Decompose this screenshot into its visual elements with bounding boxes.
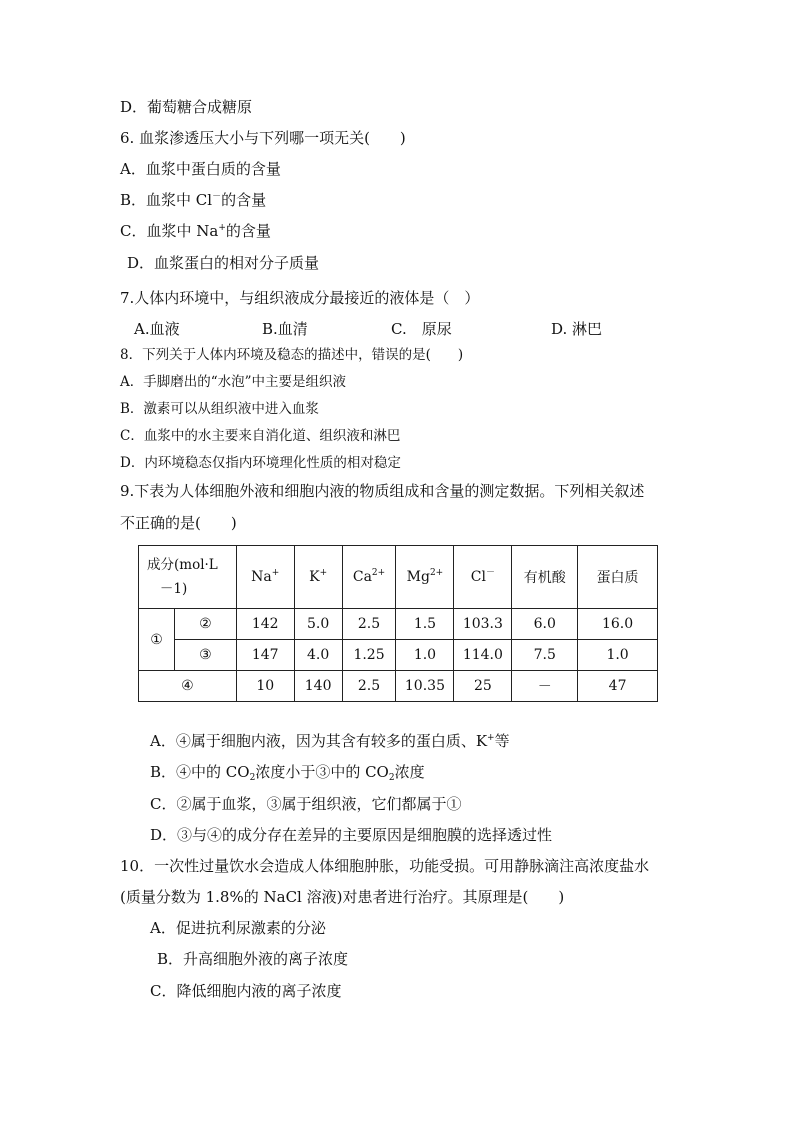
q8-option-b: B．激素可以从组织液中进入血浆	[120, 401, 319, 417]
header-ca: $Ca^{2+}$	[342, 546, 396, 609]
header-cl: Cl－	[454, 546, 512, 609]
q9-option-b: B．④中的 $CO_2$浓度小于③中的 $CO_2$浓度	[150, 763, 425, 783]
table-cell: 140	[294, 671, 342, 702]
header-protein: 蛋白质	[578, 546, 658, 609]
q7-option-a: A.血液	[134, 320, 180, 338]
q9-option-d: D．③与④的成分存在差异的主要原因是细胞膜的选择透过性	[150, 826, 553, 844]
table-cell: 1.5	[396, 609, 454, 640]
header-organic-acid: 有机酸	[512, 546, 578, 609]
q6-option-c: C．血浆中 Na+的含量	[120, 222, 271, 240]
header-k: K+	[294, 546, 342, 609]
table-row	[139, 609, 658, 640]
q9-option-c: C．②属于血浆，③属于组织液，它们都属于①	[150, 795, 462, 813]
q5-option-d: D．葡萄糖合成糖原	[120, 98, 253, 116]
q6-option-b: B．血浆中 Cl－的含量	[120, 191, 267, 209]
q6-stem: 6. 血浆渗透压大小与下列哪一项无关( )	[120, 129, 406, 147]
table-cell: 2.5	[342, 609, 396, 640]
q9-option-a: A．④属于细胞内液，因为其含有较多的蛋白质、K+等	[150, 732, 510, 750]
table-cell: 6.0	[512, 609, 578, 640]
table-cell: 4.0	[294, 640, 342, 671]
table-row	[139, 640, 658, 671]
table-cell: 1.0	[396, 640, 454, 671]
header-component: 成分(mol·L －1)	[139, 546, 237, 609]
table-cell: 25	[454, 671, 512, 702]
q9-stem-line2: 不正确的是( )	[120, 514, 237, 532]
row-label: ②	[174, 609, 236, 640]
q7-stem: 7.人体内环境中，与组织液成分最接近的液体是（ ）	[120, 289, 480, 307]
table-cell: 147	[236, 640, 294, 671]
table-cell: 7.5	[512, 640, 578, 671]
q9-stem-line1: 9.下表为人体细胞外液和细胞内液的物质组成和含量的测定数据。下列相关叙述	[120, 482, 645, 500]
q8-stem: 8．下列关于人体内环境及稳态的描述中，错误的是( )	[120, 347, 464, 363]
table-cell: 114.0	[454, 640, 512, 671]
group-label: ①	[139, 609, 175, 671]
table-row	[139, 671, 658, 702]
q8-option-c: C．血浆中的水主要来自消化道、组织液和淋巴	[120, 428, 401, 444]
q7-option-d: D. 淋巴	[551, 320, 603, 338]
row-label: ④	[139, 671, 237, 702]
table-cell: －	[512, 671, 578, 702]
q7-option-b: B.血清	[262, 320, 308, 338]
q6-option-a: A．血浆中蛋白质的含量	[120, 160, 281, 178]
table-cell: 1.0	[578, 640, 658, 671]
composition-table	[138, 545, 658, 702]
table-cell: 5.0	[294, 609, 342, 640]
q10-stem-line1: 10．一次性过量饮水会造成人体细胞肿胀，功能受损。可用静脉滴注高浓度盐水	[120, 857, 650, 875]
table-header-row	[139, 546, 658, 609]
q10-option-b: B．升高细胞外液的离子浓度	[157, 950, 349, 968]
q10-option-c: C．降低细胞内液的离子浓度	[150, 982, 342, 1000]
header-mg: $Mg^{2+}$	[396, 546, 454, 609]
q10-stem-line2: (质量分数为 1.8%的 NaCl 溶液)对患者进行治疗。其原理是( )	[120, 888, 565, 906]
header-na: Na+	[236, 546, 294, 609]
q6-option-d: D．血浆蛋白的相对分子质量	[127, 254, 320, 272]
row-label: ③	[174, 640, 236, 671]
table-cell: 10	[236, 671, 294, 702]
q10-option-a: A．促进抗利尿激素的分泌	[150, 919, 326, 937]
table-cell: 10.35	[396, 671, 454, 702]
q7-option-c: C. 原尿	[391, 320, 452, 338]
table-cell: 16.0	[578, 609, 658, 640]
table-cell: 1.25	[342, 640, 396, 671]
table-cell: 103.3	[454, 609, 512, 640]
q8-option-d: D．内环境稳态仅指内环境理化性质的相对稳定	[120, 455, 401, 471]
table-cell: 2.5	[342, 671, 396, 702]
q8-option-a: A．手脚磨出的“水泡”中主要是组织液	[120, 374, 347, 390]
table-cell: 142	[236, 609, 294, 640]
table-cell: 47	[578, 671, 658, 702]
